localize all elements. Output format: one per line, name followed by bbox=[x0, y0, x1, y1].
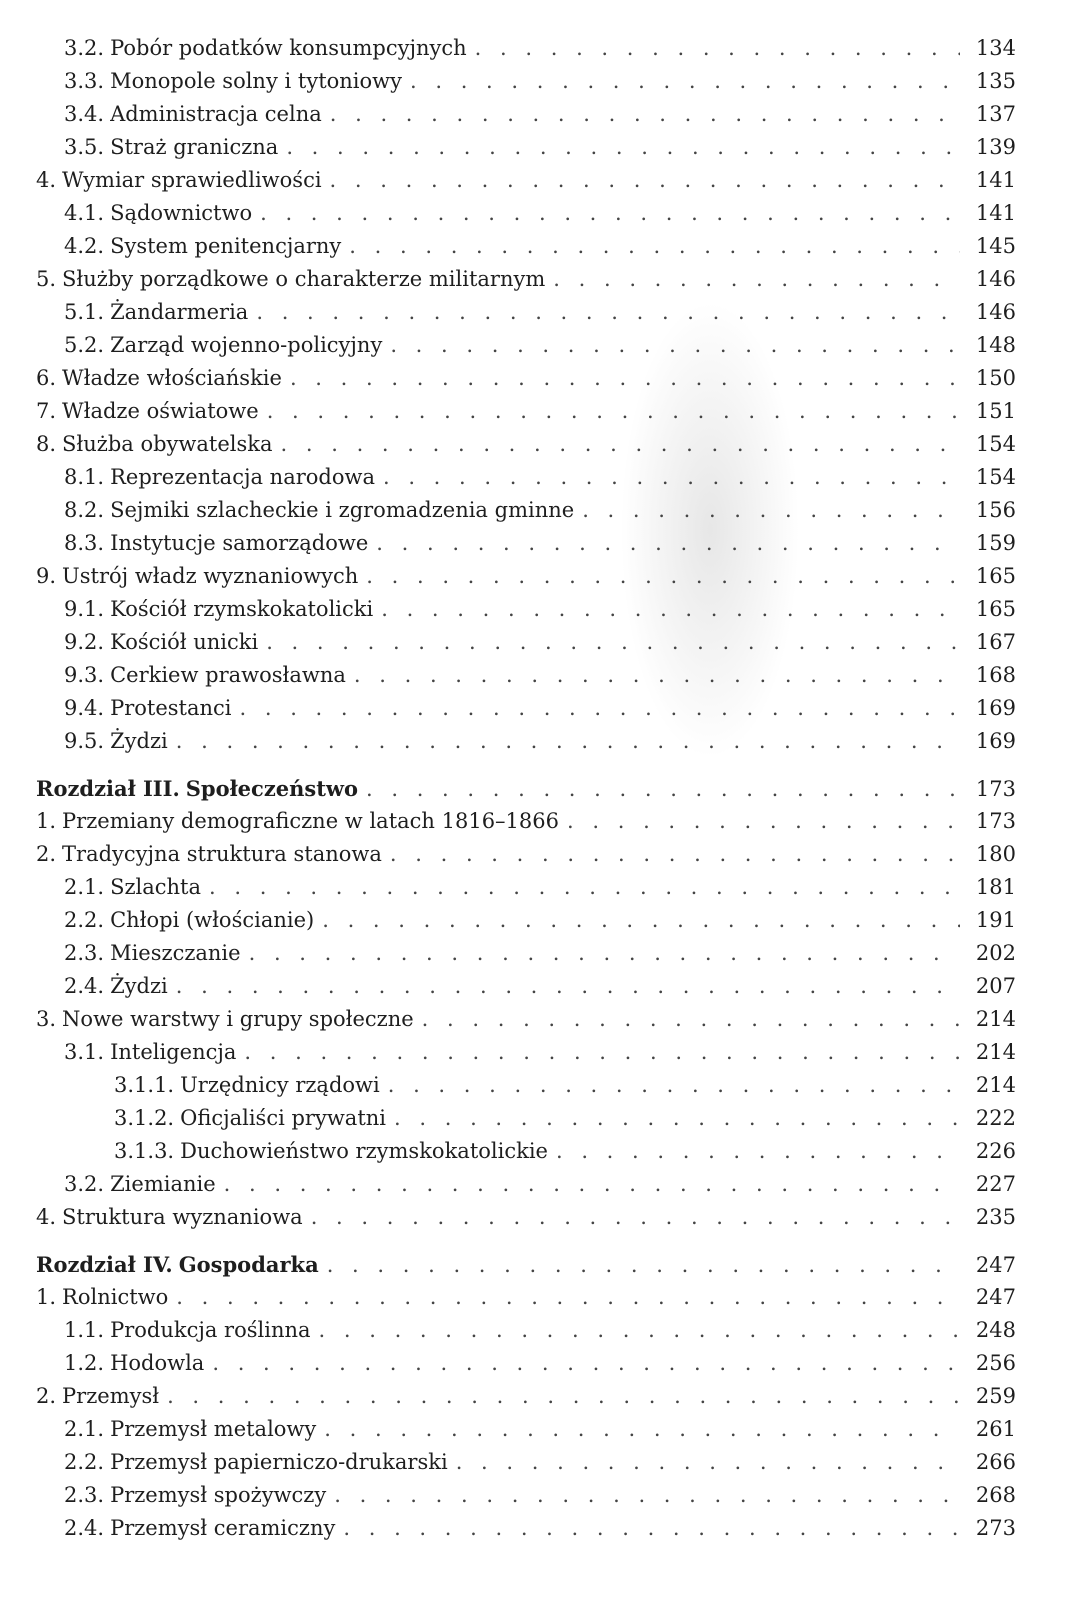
toc-entry-number: 3. bbox=[36, 1007, 57, 1031]
toc-page-number: 141 bbox=[975, 201, 1016, 225]
toc-entry bbox=[36, 1135, 1016, 1168]
toc-entry-label bbox=[64, 1168, 216, 1201]
toc-entry-label bbox=[36, 1201, 303, 1234]
toc-entry-title: System penitencjarny bbox=[110, 234, 342, 258]
dot-leader bbox=[582, 494, 960, 527]
toc-entry-number: 5. bbox=[36, 267, 57, 291]
toc-entry-label bbox=[64, 626, 258, 659]
toc-entry bbox=[36, 329, 1016, 362]
toc-entry-title: Sądownictwo bbox=[110, 201, 253, 225]
dot-leader bbox=[267, 395, 960, 428]
toc-page-number: 226 bbox=[975, 1139, 1016, 1163]
toc-entry bbox=[36, 1168, 1016, 1201]
dot-leader bbox=[249, 937, 960, 970]
toc-page-number: 154 bbox=[975, 465, 1016, 489]
toc-page-number: 156 bbox=[975, 498, 1016, 522]
toc-entry-title: Reprezentacja narodowa bbox=[110, 465, 375, 489]
toc-page-number: 169 bbox=[975, 729, 1016, 753]
dot-leader bbox=[224, 1168, 960, 1201]
toc-entry bbox=[36, 805, 1016, 838]
toc-entry-title: Szlachta bbox=[110, 875, 202, 899]
toc-entry-title: Rolnictwo bbox=[62, 1285, 169, 1309]
toc-entry-number: 3.4. bbox=[64, 102, 105, 126]
toc-entry-title: Struktura wyznaniowa bbox=[62, 1205, 303, 1229]
dot-leader bbox=[327, 1249, 960, 1282]
toc-entry-label bbox=[64, 1446, 448, 1479]
toc-page-number: 266 bbox=[975, 1450, 1016, 1474]
dot-leader bbox=[556, 1135, 960, 1168]
toc-entry bbox=[36, 1102, 1016, 1135]
toc-entry-title: Przemysł ceramiczny bbox=[110, 1516, 336, 1540]
toc-entry bbox=[36, 970, 1016, 1003]
toc-entry-title: Wymiar sprawiedliwości bbox=[62, 168, 322, 192]
toc-entry-label bbox=[64, 98, 322, 131]
toc-page-number: 137 bbox=[975, 102, 1016, 126]
toc-entry-label bbox=[64, 527, 368, 560]
toc-entry-number: 1. bbox=[36, 809, 57, 833]
toc-entry-title: Instytucje samorządowe bbox=[110, 531, 369, 555]
toc-page-number: 135 bbox=[975, 69, 1016, 93]
toc-entry-title: Produkcja roślinna bbox=[110, 1318, 311, 1342]
toc-page-number: 167 bbox=[975, 630, 1016, 654]
toc-page-number: 207 bbox=[975, 974, 1016, 998]
toc-entry-title: Administracja celna bbox=[110, 102, 322, 126]
toc-entry-label bbox=[36, 1281, 168, 1314]
toc-entry bbox=[36, 937, 1016, 970]
toc-page-number: 146 bbox=[975, 300, 1016, 324]
toc-entry-label bbox=[114, 1102, 386, 1135]
dot-leader bbox=[383, 461, 960, 494]
table-of-contents bbox=[36, 32, 1016, 1545]
toc-entry-title: Urzędnicy rządowi bbox=[180, 1073, 380, 1097]
toc-page-number: 134 bbox=[975, 36, 1016, 60]
toc-page-number: 173 bbox=[975, 777, 1016, 801]
toc-entry-title: Chłopi (włościanie) bbox=[110, 908, 315, 932]
toc-page-number: 235 bbox=[975, 1205, 1016, 1229]
toc-entry-number: 1.1. bbox=[64, 1318, 105, 1342]
toc-page-number: 259 bbox=[975, 1384, 1016, 1408]
toc-entry-label bbox=[36, 560, 358, 593]
dot-leader bbox=[256, 296, 960, 329]
toc-entry-label bbox=[36, 1248, 319, 1281]
toc-entry-label bbox=[64, 1479, 326, 1512]
toc-entry-number: 2.3. bbox=[64, 941, 105, 965]
toc-page-number: 180 bbox=[975, 842, 1016, 866]
dot-leader bbox=[567, 805, 960, 838]
toc-entry-title: Monopole solny i tytoniowy bbox=[110, 69, 402, 93]
toc-entry bbox=[36, 98, 1016, 131]
toc-entry-number: 2.2. bbox=[64, 1450, 105, 1474]
dot-leader bbox=[456, 1446, 960, 1479]
dot-leader bbox=[475, 32, 960, 65]
toc-entry bbox=[36, 904, 1016, 937]
toc-entry-title: Kościół rzymskokatolicki bbox=[110, 597, 374, 621]
dot-leader bbox=[366, 560, 960, 593]
toc-entry bbox=[36, 1314, 1016, 1347]
toc-entry-number: 4. bbox=[36, 168, 57, 192]
toc-page-number: 273 bbox=[975, 1516, 1016, 1540]
dot-leader bbox=[343, 1512, 960, 1545]
toc-page-number: 256 bbox=[975, 1351, 1016, 1375]
toc-entry-number: 8.2. bbox=[64, 498, 105, 522]
toc-entry bbox=[36, 362, 1016, 395]
toc-entry bbox=[36, 65, 1016, 98]
toc-entry-title: Żandarmeria bbox=[110, 300, 249, 324]
dot-leader bbox=[324, 1413, 960, 1446]
toc-entry bbox=[36, 1479, 1016, 1512]
toc-entry-number: 3.1.3. bbox=[114, 1139, 175, 1163]
toc-entry-title: Cerkiew prawosławna bbox=[110, 663, 346, 687]
toc-page-number: 169 bbox=[975, 696, 1016, 720]
toc-page-number: 214 bbox=[975, 1073, 1016, 1097]
toc-entry-title: Ustrój władz wyznaniowych bbox=[62, 564, 359, 588]
toc-entry-label bbox=[64, 725, 168, 758]
toc-entry bbox=[36, 725, 1016, 758]
dot-leader bbox=[240, 692, 961, 725]
toc-entry-number: 2. bbox=[36, 1384, 57, 1408]
toc-entry-label bbox=[64, 131, 278, 164]
toc-page-number: 165 bbox=[975, 564, 1016, 588]
dot-leader bbox=[290, 362, 960, 395]
toc-entry-number: 1. bbox=[36, 1285, 57, 1309]
toc-chapter-heading bbox=[36, 1248, 1016, 1281]
toc-entry bbox=[36, 1201, 1016, 1234]
toc-entry-title: Przemiany demograficzne w latach 1816–1866 bbox=[62, 809, 560, 833]
toc-entry-number: 7. bbox=[36, 399, 57, 423]
toc-entry-number: 2. bbox=[36, 842, 57, 866]
toc-entry bbox=[36, 1512, 1016, 1545]
toc-entry-number: 2.1. bbox=[64, 1417, 105, 1441]
toc-entry-number: 9.4. bbox=[64, 696, 105, 720]
toc-entry bbox=[36, 1446, 1016, 1479]
toc-entry-label bbox=[36, 164, 322, 197]
toc-entry-title: Straż graniczna bbox=[110, 135, 279, 159]
toc-page-number: 214 bbox=[975, 1040, 1016, 1064]
toc-entry-title: Przemysł bbox=[62, 1384, 160, 1408]
toc-entry-label bbox=[36, 1003, 414, 1036]
dot-leader bbox=[167, 1380, 960, 1413]
toc-entry-label bbox=[36, 805, 559, 838]
toc-entry-title: Żydzi bbox=[110, 974, 168, 998]
toc-page-number: 146 bbox=[975, 267, 1016, 291]
toc-entry-number: 2.1. bbox=[64, 875, 105, 899]
toc-entry-title: Inteligencja bbox=[110, 1040, 237, 1064]
toc-entry-title: Hodowla bbox=[110, 1351, 205, 1375]
toc-entry-label bbox=[64, 461, 375, 494]
toc-entry-label bbox=[64, 871, 201, 904]
toc-page-number: 191 bbox=[975, 908, 1016, 932]
toc-entry bbox=[36, 659, 1016, 692]
toc-entry-number: 3.1.1. bbox=[114, 1073, 175, 1097]
toc-entry-number: 9.1. bbox=[64, 597, 105, 621]
toc-page-number: 268 bbox=[975, 1483, 1016, 1507]
toc-entry-number: 4.2. bbox=[64, 234, 105, 258]
dot-leader bbox=[281, 428, 960, 461]
toc-page-number: 148 bbox=[975, 333, 1016, 357]
toc-page-number: 261 bbox=[975, 1417, 1016, 1441]
toc-entry-label bbox=[36, 428, 273, 461]
toc-entry-number: 9.5. bbox=[64, 729, 105, 753]
toc-page-number: 247 bbox=[975, 1285, 1016, 1309]
toc-entry-number: 3.1. bbox=[64, 1040, 105, 1064]
toc-entry bbox=[36, 230, 1016, 263]
toc-entry-number: 8. bbox=[36, 432, 57, 456]
dot-leader bbox=[330, 164, 960, 197]
dot-leader bbox=[334, 1479, 960, 1512]
toc-entry bbox=[36, 527, 1016, 560]
toc-entry-title: Służba obywatelska bbox=[62, 432, 273, 456]
toc-page-number: 202 bbox=[975, 941, 1016, 965]
toc-page-number: 181 bbox=[975, 875, 1016, 899]
toc-entry-number: 5.1. bbox=[64, 300, 105, 324]
toc-entry-title: Sejmiki szlacheckie i zgromadzenia gminne bbox=[110, 498, 575, 522]
toc-entry bbox=[36, 494, 1016, 527]
toc-entry-title: Żydzi bbox=[110, 729, 168, 753]
toc-entry-label bbox=[114, 1069, 380, 1102]
toc-entry-title: Pobór podatków konsumpcyjnych bbox=[110, 36, 467, 60]
dot-leader bbox=[209, 871, 960, 904]
toc-entry-title: Oficjaliści prywatni bbox=[180, 1106, 387, 1130]
toc-entry-label bbox=[64, 937, 241, 970]
toc-entry-label bbox=[64, 970, 168, 1003]
toc-entry-number: 6. bbox=[36, 366, 57, 390]
toc-entry-number: 3.2. bbox=[64, 36, 105, 60]
toc-entry-label bbox=[64, 296, 248, 329]
toc-entry-label bbox=[36, 1380, 159, 1413]
toc-entry-number: 3.2. bbox=[64, 1172, 105, 1196]
toc-entry-number: 2.3. bbox=[64, 1483, 105, 1507]
toc-entry-label bbox=[64, 904, 314, 937]
toc-entry-number: 8.3. bbox=[64, 531, 105, 555]
dot-leader bbox=[176, 970, 960, 1003]
toc-entry-label bbox=[64, 32, 467, 65]
dot-leader bbox=[266, 626, 960, 659]
toc-entry-label bbox=[64, 593, 373, 626]
toc-page-number: 154 bbox=[975, 432, 1016, 456]
dot-leader bbox=[553, 263, 960, 296]
toc-entry-title: Władze włościańskie bbox=[62, 366, 282, 390]
toc-entry bbox=[36, 1036, 1016, 1069]
toc-entry-title: Tradycyjna struktura stanowa bbox=[62, 842, 382, 866]
toc-entry bbox=[36, 1413, 1016, 1446]
toc-page-number: 173 bbox=[975, 809, 1016, 833]
toc-entry-label bbox=[36, 263, 545, 296]
toc-entry bbox=[36, 296, 1016, 329]
toc-entry bbox=[36, 428, 1016, 461]
toc-entry bbox=[36, 395, 1016, 428]
toc-entry-number: 8.1. bbox=[64, 465, 105, 489]
toc-entry-label bbox=[64, 1347, 204, 1380]
dot-leader bbox=[376, 527, 960, 560]
toc-entry bbox=[36, 1003, 1016, 1036]
toc-page-number: 227 bbox=[975, 1172, 1016, 1196]
toc-entry-label bbox=[64, 1314, 311, 1347]
toc-page-number: 165 bbox=[975, 597, 1016, 621]
toc-entry-title: Nowe warstwy i grupy społeczne bbox=[62, 1007, 414, 1031]
toc-entry-number: 3.1.2. bbox=[114, 1106, 175, 1130]
toc-entry-title: Ziemianie bbox=[110, 1172, 216, 1196]
toc-entry-label bbox=[64, 329, 382, 362]
toc-entry-label bbox=[64, 1512, 335, 1545]
dot-leader bbox=[244, 1036, 960, 1069]
toc-entry bbox=[36, 593, 1016, 626]
toc-entry-number: 9. bbox=[36, 564, 57, 588]
toc-entry-title: Gospodarka bbox=[178, 1252, 319, 1277]
toc-entry bbox=[36, 164, 1016, 197]
toc-entry bbox=[36, 626, 1016, 659]
toc-page-number: 145 bbox=[975, 234, 1016, 258]
toc-entry-title: Protestanci bbox=[110, 696, 232, 720]
toc-entry bbox=[36, 32, 1016, 65]
toc-entry bbox=[36, 692, 1016, 725]
dot-leader bbox=[349, 230, 960, 263]
dot-leader bbox=[394, 1102, 960, 1135]
dot-leader bbox=[410, 65, 960, 98]
toc-page-number: 168 bbox=[975, 663, 1016, 687]
toc-entry-number: 2.4. bbox=[64, 1516, 105, 1540]
toc-entry-number: 2.2. bbox=[64, 908, 105, 932]
toc-page-number: 150 bbox=[975, 366, 1016, 390]
toc-entry-label bbox=[64, 230, 341, 263]
toc-entry bbox=[36, 461, 1016, 494]
toc-entry-label bbox=[36, 362, 282, 395]
toc-entry bbox=[36, 1347, 1016, 1380]
dot-leader bbox=[366, 773, 960, 806]
toc-entry-number: 4. bbox=[36, 1205, 57, 1229]
toc-entry-title: Mieszczanie bbox=[110, 941, 241, 965]
toc-entry-number: 1.2. bbox=[64, 1351, 105, 1375]
toc-entry bbox=[36, 131, 1016, 164]
dot-leader bbox=[176, 1281, 960, 1314]
toc-entry bbox=[36, 197, 1016, 230]
toc-entry-label bbox=[64, 197, 252, 230]
toc-entry-label bbox=[114, 1135, 548, 1168]
dot-leader bbox=[330, 98, 960, 131]
dot-leader bbox=[388, 1069, 960, 1102]
dot-leader bbox=[390, 838, 960, 871]
toc-entry-number: 9.2. bbox=[64, 630, 105, 654]
toc-entry-number: 5.2. bbox=[64, 333, 105, 357]
dot-leader bbox=[176, 725, 960, 758]
toc-entry-label bbox=[36, 395, 259, 428]
toc-entry-label bbox=[64, 494, 574, 527]
dot-leader bbox=[311, 1201, 960, 1234]
toc-page-number: 222 bbox=[975, 1106, 1016, 1130]
toc-page-number: 214 bbox=[975, 1007, 1016, 1031]
toc-entry-title: Władze oświatowe bbox=[62, 399, 259, 423]
toc-page-number: 159 bbox=[975, 531, 1016, 555]
toc-entry bbox=[36, 263, 1016, 296]
toc-entry-label bbox=[64, 692, 232, 725]
toc-entry-label bbox=[64, 659, 346, 692]
dot-leader bbox=[319, 1314, 960, 1347]
dot-leader bbox=[422, 1003, 960, 1036]
toc-entry bbox=[36, 1069, 1016, 1102]
dot-leader bbox=[260, 197, 960, 230]
toc-page-number: 247 bbox=[975, 1253, 1016, 1277]
toc-entry bbox=[36, 838, 1016, 871]
toc-page-number: 151 bbox=[975, 399, 1016, 423]
dot-leader bbox=[322, 904, 960, 937]
dot-leader bbox=[390, 329, 960, 362]
toc-entry-number: 3.3. bbox=[64, 69, 105, 93]
toc-entry-label bbox=[36, 772, 358, 805]
toc-entry-title: Kościół unicki bbox=[110, 630, 259, 654]
toc-entry-number: 3.5. bbox=[64, 135, 105, 159]
toc-entry-title: Przemysł spożywczy bbox=[110, 1483, 327, 1507]
dot-leader bbox=[212, 1347, 960, 1380]
toc-entry bbox=[36, 560, 1016, 593]
dot-leader bbox=[286, 131, 960, 164]
toc-entry bbox=[36, 1380, 1016, 1413]
toc-entry-label bbox=[64, 1036, 236, 1069]
toc-entry bbox=[36, 1281, 1016, 1314]
toc-entry-title: Przemysł papierniczo-drukarski bbox=[110, 1450, 448, 1474]
toc-entry-label bbox=[64, 65, 402, 98]
toc-entry-number: 9.3. bbox=[64, 663, 105, 687]
toc-entry-title: Zarząd wojenno-policyjny bbox=[110, 333, 383, 357]
toc-chapter-heading bbox=[36, 772, 1016, 805]
dot-leader bbox=[381, 593, 960, 626]
toc-entry-number: 4.1. bbox=[64, 201, 105, 225]
toc-entry-label bbox=[64, 1413, 316, 1446]
toc-page-number: 139 bbox=[975, 135, 1016, 159]
toc-entry-label bbox=[36, 838, 382, 871]
toc-entry-title: Duchowieństwo rzymskokatolickie bbox=[180, 1139, 548, 1163]
toc-entry-number: 2.4. bbox=[64, 974, 105, 998]
toc-entry-number: Rozdział III. bbox=[36, 776, 180, 801]
dot-leader bbox=[354, 659, 960, 692]
toc-page-number: 248 bbox=[975, 1318, 1016, 1342]
toc-entry-title: Przemysł metalowy bbox=[110, 1417, 317, 1441]
toc-entry-number: Rozdział IV. bbox=[36, 1252, 173, 1277]
toc-page-number: 141 bbox=[975, 168, 1016, 192]
toc-entry-title: Społeczeństwo bbox=[185, 776, 358, 801]
toc-entry bbox=[36, 871, 1016, 904]
toc-entry-title: Służby porządkowe o charakterze militarnym bbox=[62, 267, 546, 291]
